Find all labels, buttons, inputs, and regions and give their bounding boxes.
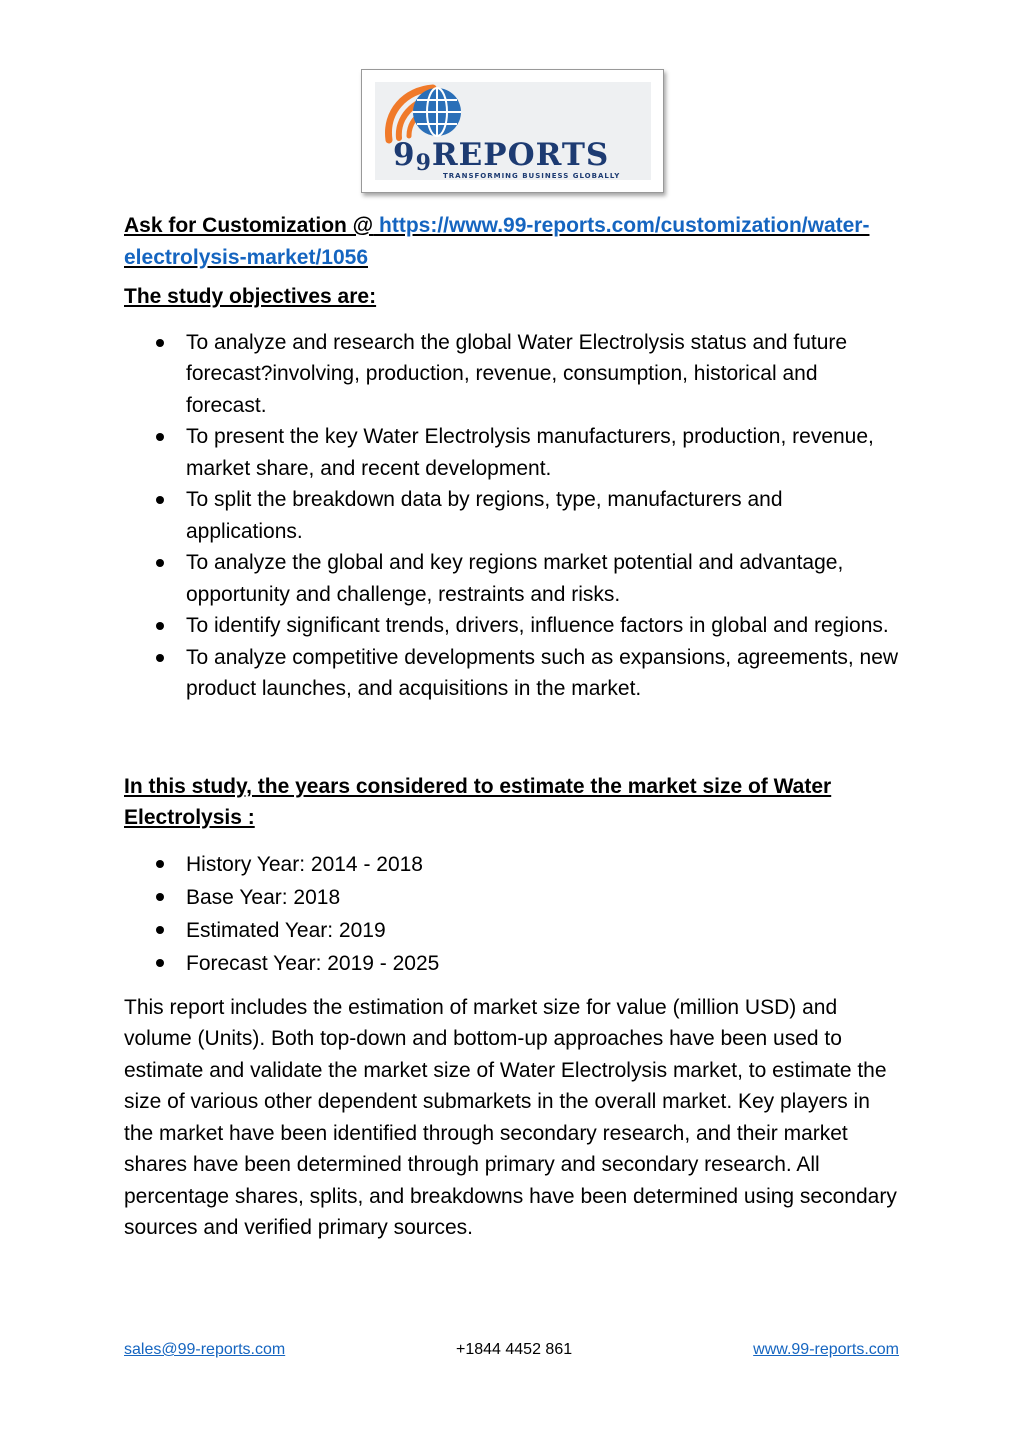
list-item: Base Year: 2018 — [124, 881, 899, 914]
logo-wordmark: 99REPORTS — [393, 137, 610, 176]
customization-label: Ask for Customization @ — [124, 214, 374, 237]
document-body — [124, 210, 899, 1244]
list-item: To analyze and research the global Water Electrolysis status and future forecast?involving, production, revenue, consumption, historical and forecast. — [124, 327, 899, 422]
logo-image — [375, 82, 651, 180]
list-item: Forecast Year: 2019 - 2025 — [124, 947, 899, 980]
years-list — [124, 848, 899, 980]
list-item: History Year: 2014 - 2018 — [124, 848, 899, 881]
bullet-icon — [156, 893, 164, 901]
list-item: Estimated Year: 2019 — [124, 914, 899, 947]
list-item: To split the breakdown data by regions, type, manufacturers and applications. — [124, 484, 899, 547]
logo-tagline: TRANSFORMING BUSINESS GLOBALLY — [443, 172, 621, 180]
footer-email-link[interactable]: sales@99-reports.com — [124, 1341, 286, 1358]
report-paragraph: This report includes the estimation of market size for value (million USD) and volume (Units). Both top-down and bottom-up approaches have been used to estimate and validate the market size of Water Electrolysis market, to estimate the size of various other dependent submarkets in the overall market. Key players in the market have been identified through secondary research, and their market shares have been determined through primary and secondary research. All percentage shares, splits, and breakdowns have been determined using secondary sources and verified primary sources. — [124, 995, 897, 1239]
footer-website-link[interactable]: www.99-reports.com — [753, 1341, 899, 1358]
list-item: To analyze the global and key regions market potential and advantage, opportunity and challenge, restraints and risks. — [124, 547, 899, 610]
bullet-icon — [156, 926, 164, 934]
company-logo — [361, 69, 664, 193]
bullet-icon — [156, 959, 164, 967]
bullet-icon — [156, 654, 164, 662]
bullet-icon — [156, 433, 164, 441]
list-item: To present the key Water Electrolysis manufacturers, production, revenue, market share, and recent development. — [124, 421, 899, 484]
bullet-icon — [156, 559, 164, 567]
list-item: To analyze competitive developments such as expansions, agreements, new product launches, and acquisitions in the market. — [124, 642, 899, 705]
bullet-icon — [156, 496, 164, 504]
bullet-icon — [156, 622, 164, 630]
customization-line — [124, 210, 899, 273]
objectives-list — [124, 327, 899, 705]
bullet-icon — [156, 860, 164, 868]
customization-link[interactable]: https://www.99-reports.com/customization/water-electrolysis-market/1056 — [124, 214, 870, 269]
page-footer — [124, 1341, 899, 1363]
bullet-icon — [156, 339, 164, 347]
objectives-heading: The study objectives are: — [124, 285, 377, 308]
list-item: To identify significant trends, drivers, influence factors in global and regions. — [124, 610, 899, 642]
years-heading: In this study, the years considered to estimate the market size of Water Electrolysis : — [124, 774, 832, 829]
footer-phone: +1844 4452 861 — [456, 1341, 573, 1358]
